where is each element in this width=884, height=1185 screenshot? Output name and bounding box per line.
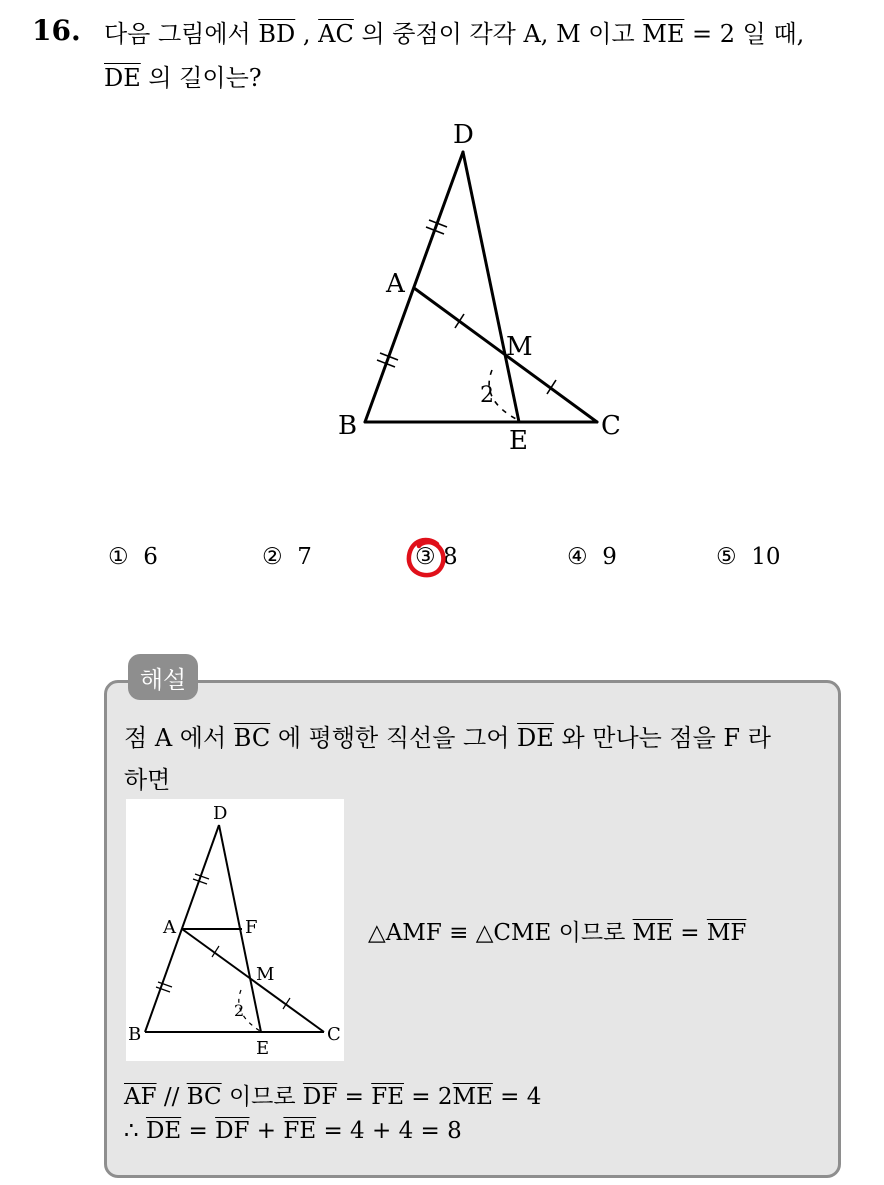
question-number: 16. bbox=[32, 14, 81, 47]
segment-de-line bbox=[463, 152, 519, 422]
solution-line4: ∴ $\overline{DE} = \overline{DF} + \overline{FE} = 4 + 4 = 8$ bbox=[124, 1118, 462, 1144]
segment-de: $\overline{DE}$ bbox=[104, 64, 141, 92]
segment-bd: $\overline{BD}$ bbox=[258, 20, 296, 48]
fig2-label-m: M bbox=[256, 964, 275, 985]
choice-3[interactable]: ③ 8 bbox=[415, 544, 458, 570]
label-a: A bbox=[386, 269, 405, 299]
choice-5[interactable]: ⑤ 10 bbox=[716, 544, 781, 570]
fig2-label-c: C bbox=[327, 1024, 341, 1045]
triangle-figure bbox=[0, 0, 884, 500]
fig2-label-d: D bbox=[213, 803, 228, 824]
question-text-line1: 다음 그림에서 $\overline{BD}$ , $\overline{AC}$ 의 중점이 각각 A, M 이고 $\overline{ME} = 2$ 일 때, bbox=[104, 20, 805, 48]
tick-marks bbox=[377, 220, 556, 394]
label-b: B bbox=[338, 411, 358, 441]
fig2-label-e: E bbox=[256, 1038, 270, 1059]
segment-ac: $\overline{AC}$ bbox=[318, 20, 354, 48]
segment-me: $\overline{ME}$ bbox=[642, 20, 685, 48]
answer-circle-mark bbox=[403, 534, 449, 584]
choice-4[interactable]: ④ 9 bbox=[567, 544, 617, 570]
fig2-label-a: A bbox=[163, 917, 176, 938]
solution-line2: 하면 bbox=[124, 766, 171, 794]
choice-2[interactable]: ② 7 bbox=[262, 544, 312, 570]
label-d: D bbox=[453, 120, 474, 150]
solution-figure bbox=[126, 799, 344, 1061]
fig2-label-f: F bbox=[245, 917, 258, 938]
label-m: M bbox=[506, 332, 533, 362]
solution-line3: $\overline{AF} // \overline{BC}$ 이므로 $\overline{DF} = \overline{FE} = 2\overline{ME} = 4$ bbox=[124, 1084, 542, 1110]
label-c: C bbox=[601, 411, 621, 441]
solution-congruence: △AMF ≡ △CME 이므로 $\overline{ME} = \overline{MF}$ bbox=[368, 920, 747, 946]
fig2-label-two: 2 bbox=[234, 1001, 245, 1020]
solution-tag: 해설 bbox=[128, 654, 198, 700]
solution-line1: 점 A 에서 $\overline{BC}$ 에 평행한 직선을 그어 $\overline{DE}$ 와 만나는 점을 F 라 bbox=[124, 724, 771, 752]
label-e: E bbox=[509, 426, 528, 456]
choice-1[interactable]: ① 6 bbox=[108, 544, 158, 570]
question-text-line2: $\overline{DE}$ 의 길이는? bbox=[104, 64, 262, 92]
label-two: 2 bbox=[480, 383, 494, 408]
fig2-label-b: B bbox=[128, 1024, 142, 1045]
